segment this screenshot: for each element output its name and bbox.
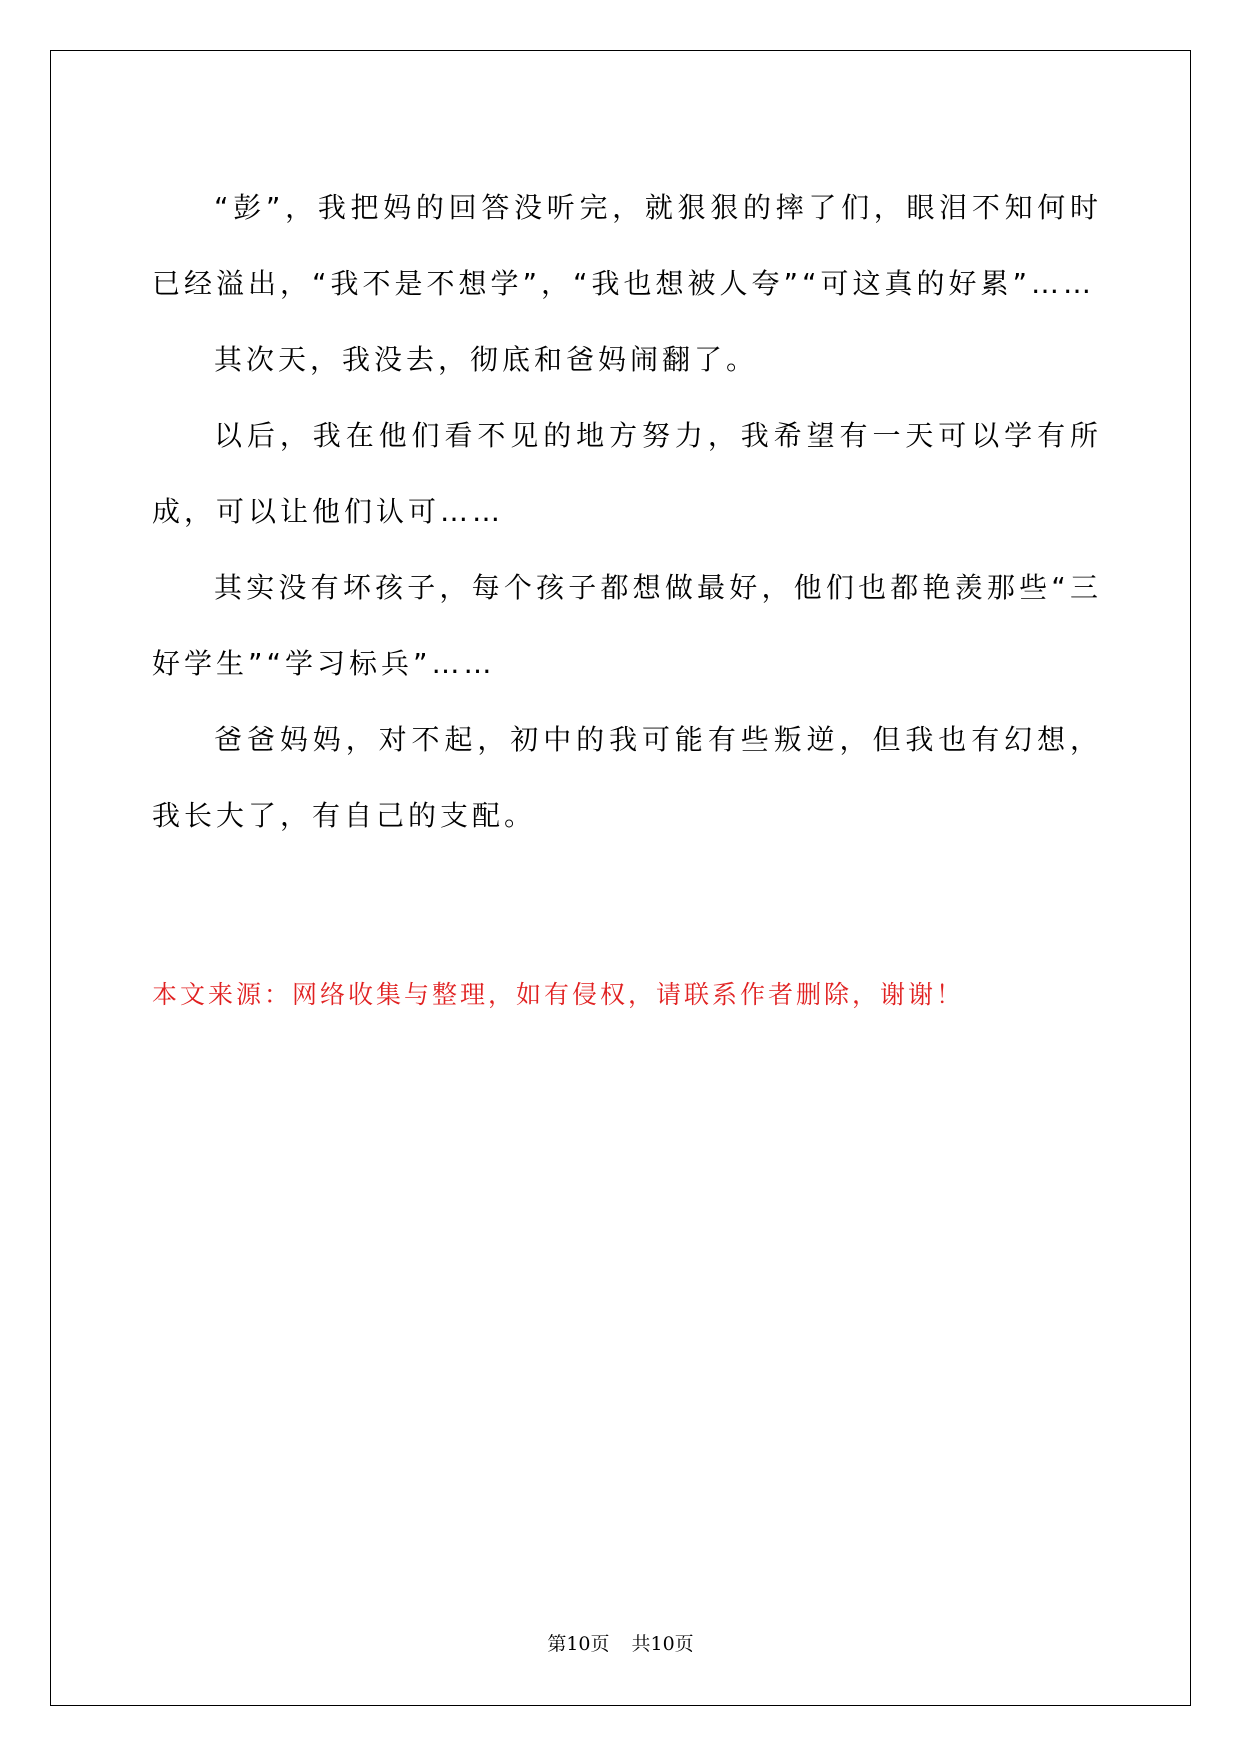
paragraph-5: 爸爸妈妈，对不起，初中的我可能有些叛逆，但我也有幻想，我长大了，有自己的支配。 xyxy=(152,723,1102,832)
document-body xyxy=(152,170,1102,854)
page-number-total: 共10页 xyxy=(631,1633,694,1655)
page-number-current: 第10页 xyxy=(547,1633,610,1655)
paragraph-1: “彭”，我把妈的回答没听完，就狠狠的摔了们，眼泪不知何时已经溢出，“我不是不想学”，“我也想被人夸”“可这真的好累”…… xyxy=(152,191,1102,300)
paragraph-2: 其次天，我没去，彻底和爸妈闹翻了。 xyxy=(214,343,759,376)
source-note: 本文来源：网络收集与整理，如有侵权，请联系作者删除，谢谢！ xyxy=(152,980,965,1009)
paragraph-3: 以后，我在他们看不见的地方努力，我希望有一天可以学有所成，可以让他们认可…… xyxy=(152,419,1102,528)
page-footer xyxy=(0,1631,1241,1657)
paragraph-4: 其实没有坏孩子，每个孩子都想做最好，他们也都艳羡那些“三好学生”“学习标兵”…… xyxy=(152,571,1102,680)
